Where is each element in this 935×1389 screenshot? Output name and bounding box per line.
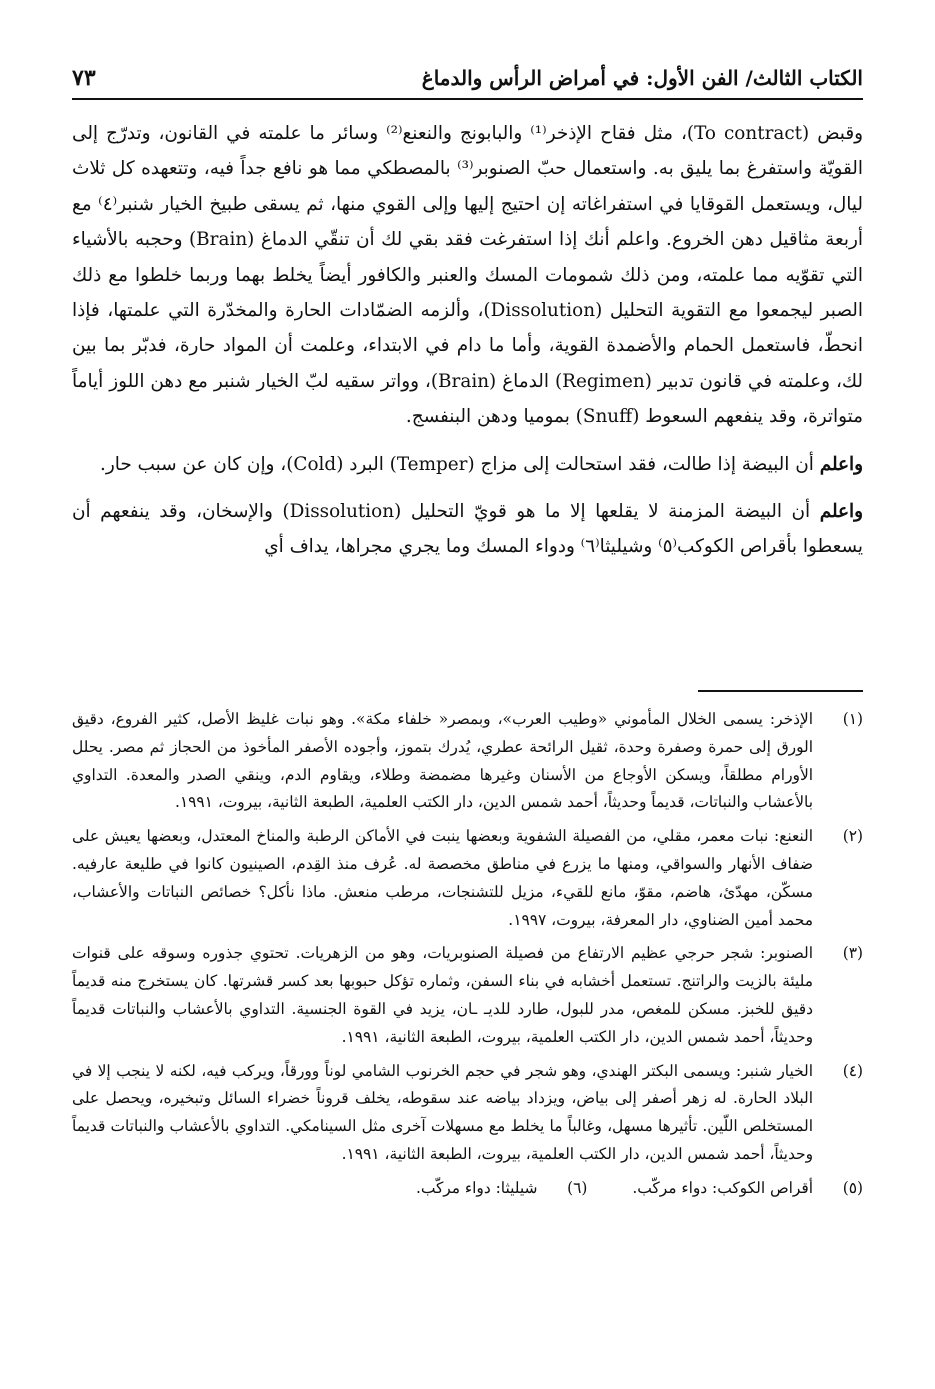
footnote-number: (٢) <box>842 827 863 846</box>
footnote <box>72 823 863 934</box>
paragraph-lead: واعلم <box>819 501 863 523</box>
footnote <box>72 1058 863 1169</box>
footnote <box>416 1175 587 1203</box>
main-text <box>72 116 863 565</box>
footnote-separator <box>698 690 863 692</box>
paragraph <box>72 447 863 482</box>
footnote-number: (١) <box>842 710 863 728</box>
footnote <box>72 940 863 1051</box>
footnote-text: أقراص الكوكب: دواء مركّب. <box>632 1178 813 1197</box>
footnote-text: الصنوبر: شجر حرجي عظيم الارتفاع من فصيلة الصنوبريات، وهو من الزهريات. تحتوي جذوره وسوقه على قنوات مليئة بالزيت والراتنج. تستعمل أخشابه في بناء السفن، وثماره تؤكل حبوبها بعد كسر قشرتها. كان يستخرج منه قديماً دقيق للخبز. مسكن للمغص، مدر للبول، طارد للديـ ـان، يزيد في القوة الجنسية. التداوي بالأعشاب والنباتات قديماً وحديثاً، أحمد شمس الدين، دار الكتب العلمية، بيروت، الطبعة الثانية، ١٩٩١. <box>72 944 813 1046</box>
paragraph-lead: واعلم <box>819 453 863 475</box>
footnote-text: شيليثا: دواء مركّب. <box>415 1178 538 1197</box>
footnote-number: (٤) <box>842 1061 863 1080</box>
chapter-title: الكتاب الثالث/ الفن الأول: في أمراض الرأس والدماغ <box>421 66 863 90</box>
paragraph-text: وقبض (To contract)، مثل فقاح الإذخر⁽¹⁾ والبابونج والنعنع⁽²⁾ وسائر ما علمته في القانون، وتدرّج إلى القويّة واستفرغ بما يليق به. واستعمال حبّ الصنوبر⁽³⁾ بالمصطكي مما هو نافع جداً فيه، وتتعهده كل ثلاث ليال، ويستعمل القوقايا في استفراغاته إن احتيج إليها وإلى القوي منها، ثم يسقى طبيخ الخيار شنبر⁽٤⁾ مع أربعة مثاقيل دهن الخروع. واعلم أنك إذا استفرغت فقد بقي لك أن تنقّي الدماغ (Brain) وحجبه بالأشياء التي تقوّيه مما علمته، ومن ذلك شمومات المسك والعنبر والكافور أيضاً يخلط بهما وربما خلطوا مع ذلك الصبر ليجمعوا مع التقوية التحليل (Dissolution)، وألزمه الضمّادات الحارة والمخدّرة التي علمتها، فإذا انحطّ، فاستعمل الحمام والأضمدة القوية، وأما ما دام في الابتداء، وعلمت أن المواد حارة، فدبّر بما بين لك، وعلمته في قانون تدبير (Regimen) الدماغ (Brain)، وواتر سقيه لبّ الخيار شنبر مع دهن اللوز أياماً متواترة، وقد ينفعهم السعوط (Snuff) بموميا ودهن البنفسج. <box>72 123 864 428</box>
paragraph <box>72 494 863 565</box>
footnote-number: (٣) <box>842 944 863 963</box>
footnote-number: (٥) <box>842 1178 863 1197</box>
footnotes <box>72 706 863 1203</box>
footnote-number: (٦) <box>567 1178 588 1197</box>
footnote-text: الإذخر: يسمى الخلال المأموني «وطيب العرب»، وبمصر« خلفاء مكة». وهو نبات غليظ الأصل، كثير الفروع، دقيق الورق إلى حمرة وصفرة وحدة، ثقيل الرائحة عطري، يُدرك بتموز، وأجوده الأصفر المأخوذ من الحجاز ثم مصر. يحلل الأورام مطلقاً، ويسكن الأوجاع من الأسنان وغيرها مضمضة وطلاء، ويقاوم الدم، وينقي الصدر والمعدة. التداوي بالأعشاب والنباتات، قديماً وحديثاً، أحمد شمس الدين، دار الكتب العلمية، الطبعة الثانية، بيروت، ١٩٩١. <box>72 710 813 812</box>
footnote-text: الخيار شنبر: ويسمى البكتر الهندي، وهو شجر في حجم الخرنوب الشامي لوناً وورقاً، ويركب فيه، لكنه لا ينجب إلا في البلاد الحارة. له زهر أصفر إلى بياض، ويزداد بياضه عند سقوطه، يخلف قروناً خضراء السائل وتبخيره، ويحصل على المستخلص اللّين. تأثيرها مسهل، وغالباً ما يخلط مع مسهلات آخرى مثل السينامكي. التداوي بالأعشاب والنباتات قديماً وحديثاً، أحمد شمس الدين، دار الكتب العلمية، بيروت، الطبعة الثانية، ١٩٩١. <box>72 1061 813 1163</box>
paragraph-text: أن البيضة إذا طالت، فقد استحالت إلى مزاج (Temper) البرد (Cold)، وإن كان عن سبب حار. <box>100 453 820 475</box>
short-footnotes <box>72 1175 863 1203</box>
running-header <box>72 58 863 100</box>
paragraph-text: أن البيضة المزمنة لا يقلعها إلا ما هو قويّ التحليل (Dissolution) والإسخان، وقد ينفعهم أن يسعطوا بأقراص الكوكب⁽٥⁾ وشيليثا⁽٦⁾ ودواء المسك وما يجري مجراها، يداف أي <box>72 501 863 558</box>
footnote <box>72 706 863 817</box>
footnote-text: النعنع: نبات معمر، مقلي، من الفصيلة الشفوية وبعضها ينبت في الأماكن الرطبة والمناخ المعتدل، وبعضها يعيش على ضفاف الأنهار والسواقي، ومنها ما يزرع في مناطق مخصصة له. عُرف منذ القِدم، الصينيون كانوا في طليعة عارفيه. مسكّن، مهدّئ، هاضم، مقوّ، مانع للقيء، مزيل للتشنجات، مرطب منعش. ماذا نأكل؟ خصائص النباتات والأعشاب، محمد أمين الضناوي، دار المعرفة، بيروت، ١٩٩٧. <box>72 827 813 929</box>
footnote <box>632 1175 863 1203</box>
paragraph <box>72 116 863 435</box>
page-number: ٧٣ <box>72 65 96 91</box>
